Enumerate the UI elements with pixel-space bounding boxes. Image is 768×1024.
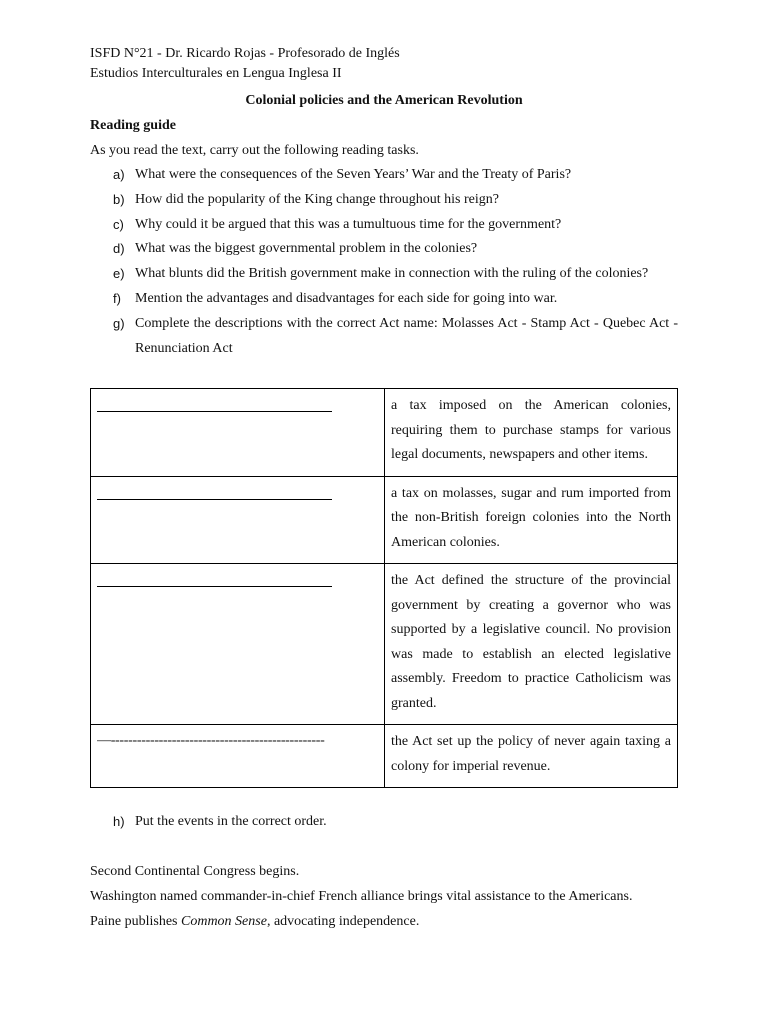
task-item <box>90 262 678 287</box>
task-marker: e) <box>113 266 125 282</box>
events-list <box>90 860 678 934</box>
task-item <box>90 188 678 213</box>
task-marker: b) <box>113 191 125 207</box>
act-description-cell: a tax on molasses, sugar and rum imported from the non-British foreign colonies into the North American colonies. <box>385 476 678 564</box>
task-text: Why could it be argued that this was a tumultuous time for the government? <box>135 216 562 232</box>
act-description-cell: the Act defined the structure of the provincial government by creating a governor who was supported by a legislative council. No provision was made to establish an elected legislative assembly. Freedom to practice Catholicism was granted. <box>385 564 678 725</box>
act-name-blank-cell[interactable] <box>91 389 385 477</box>
table-row <box>91 389 678 477</box>
task-item <box>90 163 678 188</box>
event-item: Washington named commander-in-chief French alliance brings vital assistance to the Americans. <box>90 888 633 904</box>
act-name-blank-cell[interactable] <box>91 725 385 788</box>
task-text: Put the events in the correct order. <box>135 814 327 829</box>
task-marker: g) <box>113 315 125 331</box>
act-name-blank-cell[interactable] <box>91 564 385 725</box>
task-text: What was the biggest governmental problem in the colonies? <box>135 241 478 257</box>
answer-blank-line <box>97 397 332 412</box>
event-item <box>90 910 678 935</box>
document-title: Colonial policies and the American Revolution <box>245 93 523 108</box>
task-item <box>90 287 678 312</box>
task-item <box>90 312 678 362</box>
event-text-suffix: , advocating independence. <box>266 913 420 929</box>
institution-header: ISFD N°21 - Dr. Ricardo Rojas - Profesorado de Inglés <box>90 46 400 61</box>
task-text: What blunts did the British government make in connection with the ruling of the colonies? <box>135 266 649 282</box>
event-item: Second Continental Congress begins. <box>90 864 300 879</box>
task-item <box>90 237 678 262</box>
book-title: Common Sense <box>181 913 267 929</box>
task-marker: c) <box>113 216 124 232</box>
task-marker: f) <box>113 290 121 306</box>
task-marker: a) <box>113 167 125 182</box>
act-description-cell: the Act set up the policy of never again taxing a colony for imperial revenue. <box>385 725 678 788</box>
event-text-prefix: Paine publishes <box>90 913 181 929</box>
course-header: Estudios Interculturales en Lengua Inglesa II <box>90 66 342 81</box>
act-name-blank-cell[interactable] <box>91 476 385 564</box>
task-text: How did the popularity of the King change throughout his reign? <box>135 191 499 207</box>
intro-text: As you read the text, carry out the following reading tasks. <box>90 143 419 158</box>
task-text: What were the consequences of the Seven Years’ War and the Treaty of Paris? <box>135 167 572 182</box>
document-page <box>90 44 678 929</box>
table-row <box>91 725 678 788</box>
reading-guide-heading: Reading guide <box>90 118 176 133</box>
task-marker: d) <box>113 241 125 257</box>
act-description-cell: a tax imposed on the American colonies, requiring them to purchase stamps for various legal documents, newspapers and other items. <box>385 389 678 477</box>
table-row <box>91 476 678 564</box>
answer-dash-line: —------------------------------------------------- <box>97 733 325 748</box>
task-marker: h) <box>113 814 125 829</box>
table-row <box>91 564 678 725</box>
task-text: Mention the advantages and disadvantages for each side for going into war. <box>135 290 558 306</box>
task-list <box>90 163 678 361</box>
answer-blank-line <box>97 572 332 587</box>
task-item <box>90 213 678 238</box>
task-item-h <box>90 812 678 832</box>
acts-table <box>90 388 678 788</box>
task-text: Complete the descriptions with the correct Act name: Molasses Act - Stamp Act - Quebec Act - Renunciation Act <box>135 315 678 356</box>
answer-blank-line <box>97 485 332 500</box>
